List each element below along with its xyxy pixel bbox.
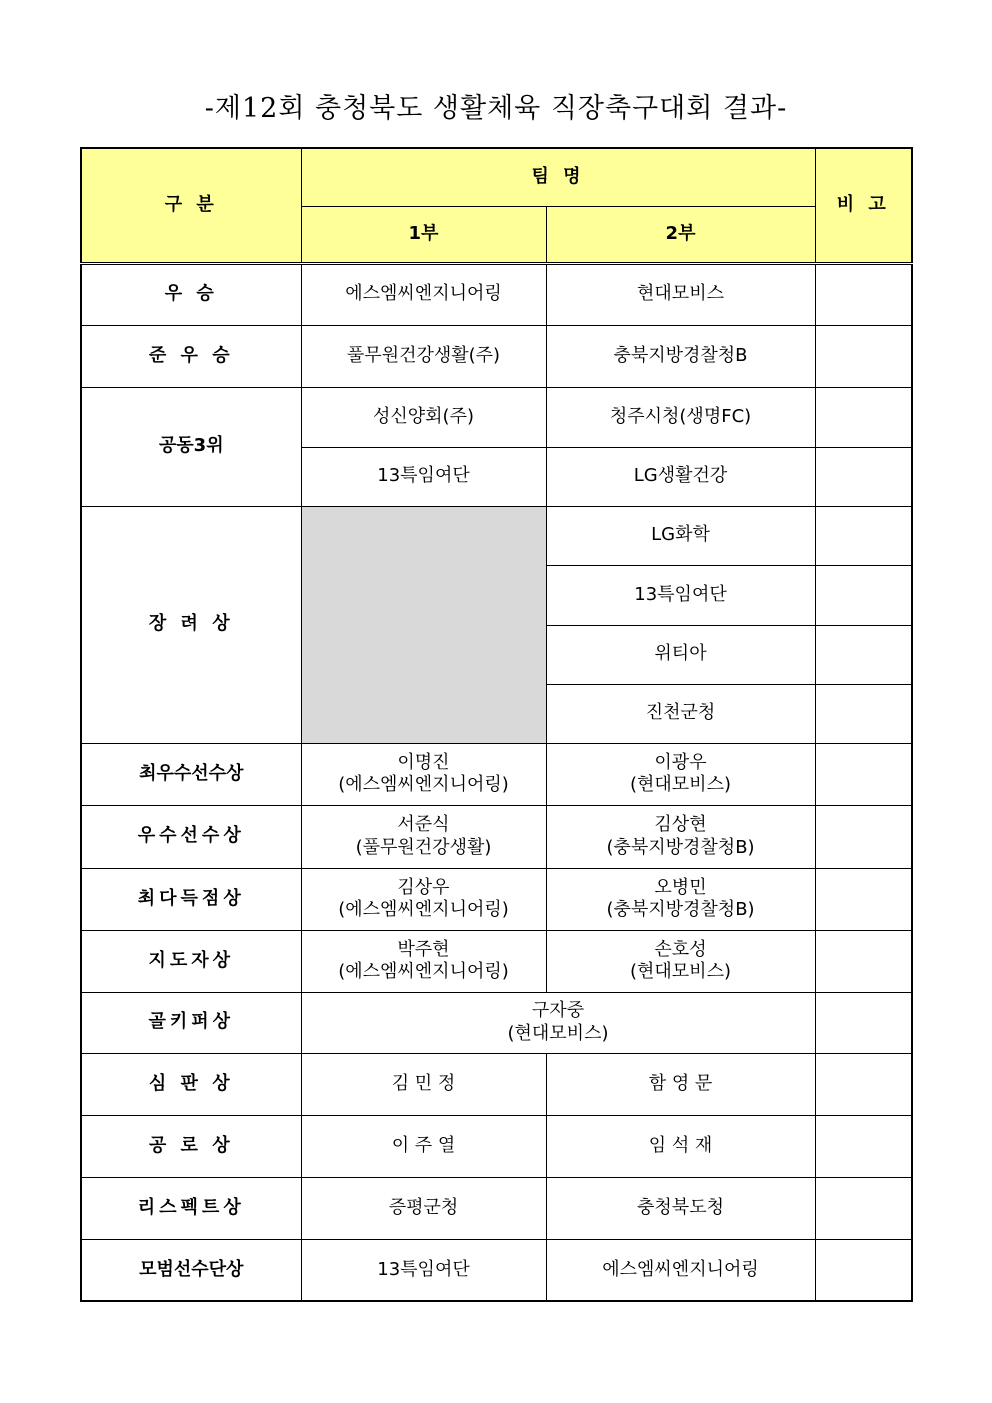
row-champion — [81, 263, 912, 325]
mvp-div1 — [301, 743, 546, 805]
label-respect: 리스펙트상 — [81, 1177, 301, 1239]
coach-div2-team: (현대모비스) — [630, 961, 731, 982]
scorer-div2-name: 오병민 — [654, 876, 707, 898]
note-cell — [815, 565, 912, 625]
third-div1-a: 성신양회(주) — [301, 387, 546, 447]
excellent-div1-team: (풀무원건강생활) — [355, 836, 492, 858]
results-table — [80, 147, 913, 1302]
merit-div1: 이 주 열 — [301, 1115, 546, 1177]
document-title: -제12회 충청북도 생활체육 직장축구대회 결과- — [204, 93, 788, 124]
label-third: 공동3위 — [81, 387, 301, 506]
header-note: 비 고 — [815, 148, 912, 263]
label-top-scorer: 최다득점상 — [81, 868, 301, 930]
header-row-1 — [81, 148, 912, 206]
third-div1-b: 13특임여단 — [301, 447, 546, 506]
coach-div1-team: (에스엠씨엔지니어링) — [338, 961, 509, 982]
row-encouragement-1 — [81, 506, 912, 565]
scorer-div1 — [301, 868, 546, 930]
model-team-div1: 13특임여단 — [301, 1239, 546, 1301]
note-cell — [815, 1177, 912, 1239]
note-cell — [815, 1239, 912, 1301]
mvp-div1-name: 이명진 — [397, 751, 450, 773]
runner-up-div1: 풀무원건강생활(주) — [301, 325, 546, 387]
header-division-2: 2부 — [546, 206, 815, 263]
third-div2-b: LG생활건강 — [546, 447, 815, 506]
excellent-div1 — [301, 805, 546, 868]
champion-div1: 에스엠씨엔지니어링 — [301, 263, 546, 325]
note-cell — [815, 625, 912, 684]
row-runner-up — [81, 325, 912, 387]
row-merit — [81, 1115, 912, 1177]
excellent-div2-team: (충북지방경찰청B) — [606, 836, 755, 858]
goalkeeper-team: (현대모비스) — [507, 1022, 609, 1044]
label-excellent-player: 우수선수상 — [81, 805, 301, 868]
respect-div2: 충청북도청 — [546, 1177, 815, 1239]
note-cell — [815, 263, 912, 325]
row-respect — [81, 1177, 912, 1239]
label-goalkeeper: 골키퍼상 — [81, 992, 301, 1053]
mvp-div2-team: (현대모비스) — [630, 774, 731, 795]
respect-div1: 증평군청 — [301, 1177, 546, 1239]
label-champion: 우 승 — [81, 263, 301, 325]
champion-div2: 현대모비스 — [546, 263, 815, 325]
referee-div2: 함 영 문 — [546, 1053, 815, 1115]
coach-div1 — [301, 930, 546, 992]
goalkeeper-award — [301, 992, 815, 1053]
row-third-1 — [81, 387, 912, 447]
encouragement-div2-d: 진천군청 — [546, 684, 815, 743]
mvp-div2 — [546, 743, 815, 805]
merit-div2: 임 석 재 — [546, 1115, 815, 1177]
goalkeeper-name: 구자중 — [531, 1000, 585, 1021]
label-merit: 공 로 상 — [81, 1115, 301, 1177]
note-cell — [815, 506, 912, 565]
encouragement-div2-a: LG화학 — [546, 506, 815, 565]
coach-div2-name: 손호성 — [654, 938, 707, 960]
note-cell — [815, 930, 912, 992]
model-team-div2: 에스엠씨엔지니어링 — [546, 1239, 815, 1301]
scorer-div2-team: (충북지방경찰청B) — [606, 899, 755, 920]
referee-div1: 김 민 정 — [301, 1053, 546, 1115]
row-coach — [81, 930, 912, 992]
label-referee: 심 판 상 — [81, 1053, 301, 1115]
label-coach: 지도자상 — [81, 930, 301, 992]
row-top-scorer — [81, 868, 912, 930]
note-cell — [815, 1053, 912, 1115]
label-encouragement: 장 려 상 — [81, 506, 301, 743]
note-cell — [815, 325, 912, 387]
row-excellent-player — [81, 805, 912, 868]
row-referee — [81, 1053, 912, 1115]
row-goalkeeper — [81, 992, 912, 1053]
encouragement-div2-c: 위티아 — [546, 625, 815, 684]
note-cell — [815, 992, 912, 1053]
note-cell — [815, 1115, 912, 1177]
note-cell — [815, 743, 912, 805]
label-runner-up: 준 우 승 — [81, 325, 301, 387]
excellent-div2 — [546, 805, 815, 868]
scorer-div1-team: (에스엠씨엔지니어링) — [338, 899, 509, 920]
header-division-1: 1부 — [301, 206, 546, 263]
scorer-div2 — [546, 868, 815, 930]
note-cell — [815, 447, 912, 506]
mvp-div1-team: (에스엠씨엔지니어링) — [338, 774, 509, 795]
scorer-div1-name: 김상우 — [397, 876, 450, 898]
mvp-div2-name: 이광우 — [654, 751, 707, 773]
empty-shaded-cell — [301, 506, 546, 743]
header-category: 구 분 — [81, 148, 301, 263]
third-div2-a: 청주시청(생명FC) — [546, 387, 815, 447]
note-cell — [815, 387, 912, 447]
header-team-name: 팀 명 — [301, 148, 815, 206]
excellent-div1-name: 서준식 — [397, 814, 450, 835]
label-model-team: 모범선수단상 — [81, 1239, 301, 1301]
excellent-div2-name: 김상현 — [654, 814, 707, 835]
coach-div2 — [546, 930, 815, 992]
label-mvp: 최우수선수상 — [81, 743, 301, 805]
runner-up-div2: 충북지방경찰청B — [546, 325, 815, 387]
note-cell — [815, 805, 912, 868]
row-model-team — [81, 1239, 912, 1301]
coach-div1-name: 박주현 — [397, 938, 450, 960]
encouragement-div2-b: 13특임여단 — [546, 565, 815, 625]
note-cell — [815, 684, 912, 743]
note-cell — [815, 868, 912, 930]
row-mvp — [81, 743, 912, 805]
